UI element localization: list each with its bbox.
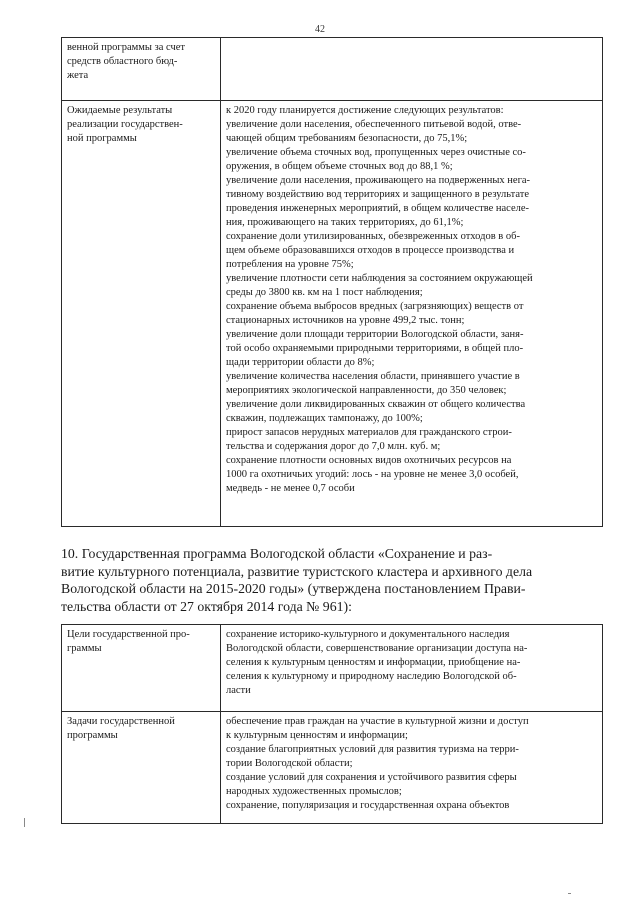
- table-row: [62, 38, 603, 101]
- text-line: Вологодской области, совершенствование организации доступа на-: [226, 643, 528, 654]
- text-line: жета: [67, 70, 89, 81]
- scan-artifact: [568, 893, 571, 894]
- text-line: медведь - не менее 0,7 особи: [226, 483, 355, 494]
- row-label-cell: [62, 712, 221, 824]
- row-content-cell: [221, 712, 603, 824]
- text-line: 1000 га охотничьих угодий: лось - на уровне не менее 3,0 особей,: [226, 469, 519, 480]
- text-line: скважин, подлежащих тампонажу, до 100%;: [226, 413, 423, 424]
- text-line: тории Вологодской области;: [226, 758, 353, 769]
- text-line: увеличение доли населения, проживающего на подверженных нега-: [226, 175, 531, 186]
- table-row: [62, 712, 603, 824]
- text-line: сохранение, популяризация и государственная охрана объектов: [226, 800, 510, 811]
- text-line: той особо охраняемыми природными территориями, в общей пло-: [226, 343, 524, 354]
- text-line: к культурным ценностям и информации;: [226, 730, 408, 741]
- text-line: щади территории области до 8%;: [226, 357, 375, 368]
- row-label-cell: [62, 38, 221, 101]
- program-passport-table-continued: [61, 37, 603, 527]
- text-line: чающей общим требованиям безопасности, до 75,1%;: [226, 133, 468, 144]
- text-line: создание условий для сохранения и устойчивого развития сферы: [226, 772, 517, 783]
- text-line: 10. Государственная программа Вологодской области «Сохранение и раз-: [61, 546, 493, 561]
- section-heading: [61, 545, 603, 615]
- text-line: витие культурного потенциала, развитие туристского кластера и архивного дела: [61, 563, 533, 579]
- text-line: прирост запасов нерудных материалов для гражданского строи-: [226, 427, 512, 438]
- text-line: увеличение доли населения, обеспеченного питьевой водой, отве-: [226, 119, 522, 130]
- program-passport-table: [61, 624, 603, 824]
- text-line: стационарных источников на уровне 499,2 тыс. тонн;: [226, 315, 465, 326]
- text-line: сохранение плотности основных видов охотничьих ресурсов на: [226, 455, 512, 466]
- text-line: Цели государственной про-: [67, 629, 190, 640]
- row-content-cell: [221, 38, 603, 101]
- text-line: селения к культурному и природному наследию Вологодской об-: [226, 671, 517, 682]
- text-line: создание благоприятных условий для развития туризма на терри-: [226, 744, 519, 755]
- text-line: программы: [67, 730, 118, 741]
- text-line: увеличение доли ликвидированных скважин от общего количества: [226, 399, 526, 410]
- page-number: 42: [315, 24, 325, 35]
- text-line: селения к культурным ценностям и информации, приобщение на-: [226, 657, 521, 668]
- text-line: среды до 3800 кв. км на 1 пост наблюдения;: [226, 287, 423, 298]
- text-line: увеличение плотности сети наблюдения за состоянием окружающей: [226, 273, 533, 284]
- text-line: сохранение доли утилизированных, обезвреженных отходов в об-: [226, 231, 520, 242]
- scan-artifact: [24, 818, 25, 827]
- text-line: ной программы: [67, 133, 137, 144]
- text-line: граммы: [67, 643, 102, 654]
- text-line: средств областного бюд-: [67, 56, 178, 67]
- text-line: Ожидаемые результаты: [67, 105, 173, 116]
- text-line: сохранение историко-культурного и документального наследия: [226, 629, 510, 640]
- text-line: реализации государствен-: [67, 119, 183, 130]
- row-label-cell: [62, 101, 221, 527]
- text-line: обеспечение прав граждан на участие в культурной жизни и доступ: [226, 716, 529, 727]
- text-line: оружения, в общем объеме сточных вод до 88,1 %;: [226, 161, 453, 172]
- text-line: Вологодской области на 2015-2020 годы» (утверждена постановлением Прави-: [61, 581, 526, 596]
- row-content-cell: [221, 101, 603, 527]
- table-row: [62, 625, 603, 712]
- text-line: увеличение доли площади территории Вологодской области, заня-: [226, 329, 524, 340]
- text-line: ния, проживающего на таких территориях, до 61,1%;: [226, 217, 464, 228]
- text-line: проведения инженерных мероприятий, в общем количестве населе-: [226, 203, 530, 214]
- text-line: потребления на уровне 75%;: [226, 259, 354, 270]
- text-line: увеличение количества населения области, принявшего участие в: [226, 371, 520, 382]
- text-line: щем объеме образовавшихся отходов в процессе производства и: [226, 245, 515, 256]
- text-line: тельства и содержания дорог до 7,0 млн. куб. м;: [226, 441, 441, 452]
- text-line: тельства области от 27 октября 2014 года № 961):: [61, 598, 352, 614]
- text-line: Задачи государственной: [67, 716, 175, 727]
- table-row: [62, 101, 603, 527]
- row-label-cell: [62, 625, 221, 712]
- text-line: к 2020 году планируется достижение следующих результатов:: [226, 105, 504, 116]
- text-line: ласти: [226, 685, 251, 696]
- text-line: народных художественных промыслов;: [226, 786, 402, 797]
- text-line: увеличение объема сточных вод, пропущенных через очистные со-: [226, 147, 526, 158]
- text-line: венной программы за счет: [67, 42, 186, 53]
- row-content-cell: [221, 625, 603, 712]
- text-line: сохранение объема выбросов вредных (загрязняющих) веществ от: [226, 301, 524, 312]
- text-line: тивному воздействию вод территориях и защищенного в результате: [226, 189, 530, 200]
- text-line: мероприятиях экологической направленности, до 350 человек;: [226, 385, 507, 396]
